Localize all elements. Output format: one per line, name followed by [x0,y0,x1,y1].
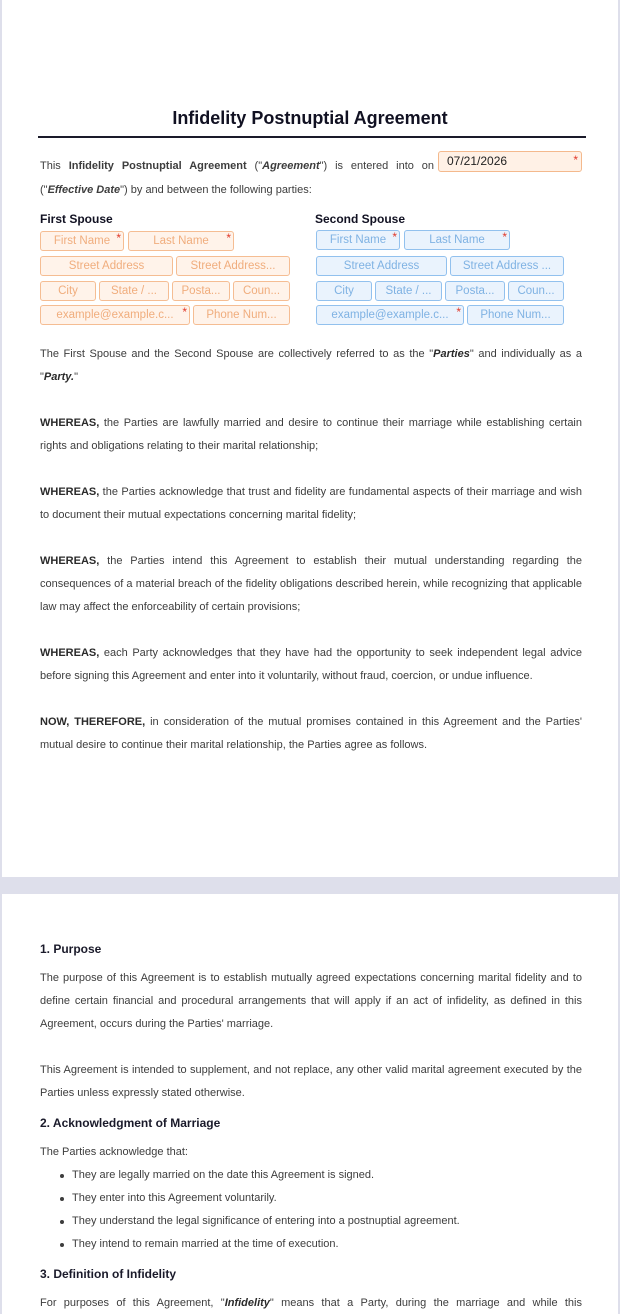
whereas-clause-3: WHEREAS, the Parties intend this Agreement to establish their mutual understanding regarding the consequences of a material breach of the fidelity obligations described herein, while recognizing that applicable law may affect the enforceability of certain provisions; [40,555,582,613]
required-marker: * [573,153,578,167]
first-spouse-first-name-field[interactable]: First Name * [40,231,124,251]
whereas-clause-4: WHEREAS, each Party acknowledges that they have had the opportunity to seek independent legal advice before signing this Agreement and enter into it voluntarily, without fraud, coercion, or undue influence. [40,647,582,682]
whereas-clause-1: WHEREAS, the Parties are lawfully married and desire to continue their marriage while establishing certain rights and obligations relating to their marital relationship; [40,417,582,452]
second-spouse-street-address-field[interactable]: Street Address [316,256,447,276]
section-heading-acknowledgment: 2. Acknowledgment of Marriage [40,1116,221,1130]
acknowledgment-intro: The Parties acknowledge that: [40,1146,188,1158]
first-spouse-phone-field[interactable]: Phone Num... [193,305,290,325]
list-item: They understand the legal significance of entering into a postnuptial agreement. [58,1210,460,1233]
first-spouse-city-field[interactable]: City [40,281,96,301]
second-spouse-country-field[interactable]: Coun... [508,281,564,301]
second-spouse-postal-field[interactable]: Posta... [445,281,505,301]
first-spouse-email-field[interactable]: example@example.c... * [40,305,190,325]
first-spouse-last-name-field[interactable]: Last Name * [128,231,234,251]
document-title: Infidelity Postnuptial Agreement [172,108,448,128]
second-spouse-state-field[interactable]: State / ... [375,281,442,301]
first-spouse-street-address-field[interactable]: Street Address [40,256,173,276]
second-spouse-last-name-field[interactable]: Last Name * [404,230,510,250]
effective-date-field[interactable]: 07/21/2026 * [438,151,582,172]
title-divider [38,136,586,138]
now-therefore-clause: NOW, THEREFORE, in consideration of the mutual promises contained in this Agreement and the Parties' mutual desire to continue their marital relationship, the Parties agree as follows. [40,716,582,751]
document-page-1 [2,0,618,877]
purpose-paragraph-1: The purpose of this Agreement is to establish mutually agreed expectations concerning marital fidelity and to define certain financial and procedural arrangements that will apply if an act of infidelity, as defined in this Agreement, occurs during the Parties' marriage. [40,972,582,1030]
intro-line-2: ("Effective Date") by and between the following parties: [40,184,312,196]
effective-date-term: Effective Date [47,184,121,196]
first-spouse-postal-field[interactable]: Posta... [172,281,230,301]
section-heading-purpose: 1. Purpose [40,942,102,956]
second-spouse-first-name-field[interactable]: First Name * [316,230,400,250]
first-spouse-country-field[interactable]: Coun... [233,281,290,301]
whereas-clause-2: WHEREAS, the Parties acknowledge that trust and fidelity are fundamental aspects of their marriage and wish to document their mutual expectations concerning marital fidelity; [40,486,582,521]
first-spouse-state-field[interactable]: State / ... [99,281,169,301]
second-spouse-city-field[interactable]: City [316,281,372,301]
second-spouse-street-address-2-field[interactable]: Street Address ... [450,256,564,276]
agreement-name: Infidelity Postnuptial Agreement [68,160,247,172]
acknowledgment-list [58,1164,460,1256]
first-spouse-label: First Spouse [40,212,113,226]
second-spouse-email-field[interactable]: example@example.c... * [316,305,464,325]
list-item: They are legally married on the date this Agreement is signed. [58,1164,460,1187]
parties-definition: The First Spouse and the Second Spouse are collectively referred to as the "Parties" and individually as a "Party." [40,348,582,383]
list-item: They enter into this Agreement voluntarily. [58,1187,460,1210]
section-heading-definition: 3. Definition of Infidelity [40,1267,176,1281]
definition-paragraph: For purposes of this Agreement, "Infidelity" means that a Party, during the marriage and while this [40,1297,582,1309]
second-spouse-phone-field[interactable]: Phone Num... [467,305,564,325]
first-spouse-street-address-2-field[interactable]: Street Address... [176,256,290,276]
list-item: They intend to remain married at the time of execution. [58,1233,460,1256]
second-spouse-label: Second Spouse [315,212,406,226]
agreement-term: Agreement [262,160,320,172]
purpose-paragraph-2: This Agreement is intended to supplement, and not replace, any other valid marital agreement executed by the Parties unless expressly stated otherwise. [40,1064,582,1099]
intro-line-1: This Infidelity Postnuptial Agreement ("Agreement") is entered into on [40,160,435,172]
